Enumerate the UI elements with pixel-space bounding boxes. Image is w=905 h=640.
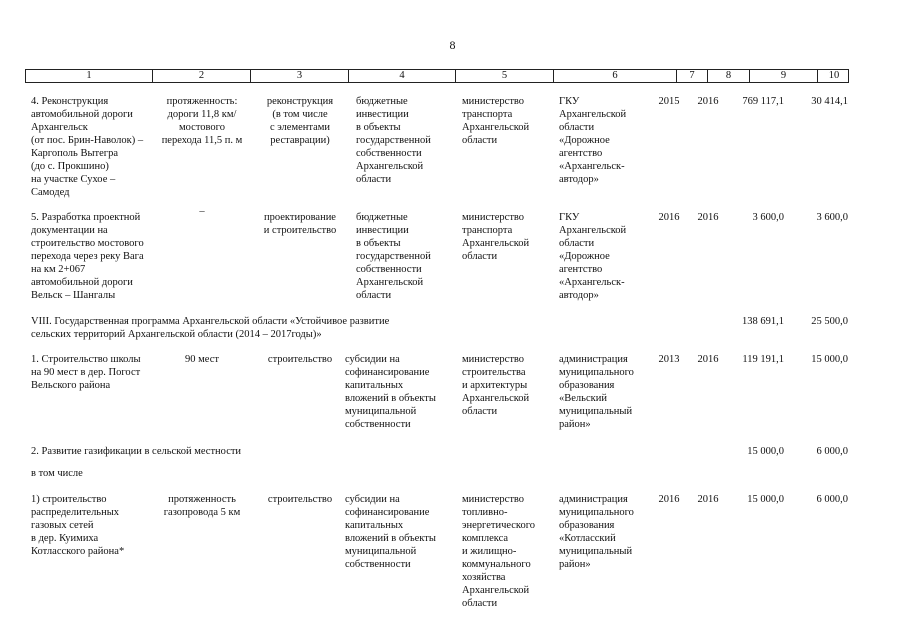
row-work-type: строительство bbox=[267, 494, 333, 505]
row-end-year: 2016 bbox=[697, 354, 719, 365]
page-number: 8 bbox=[449, 38, 456, 52]
row-start-year: 2016 bbox=[658, 212, 680, 223]
row-funding: бюджетные инвестиции в объекты государственной собственности Архангельской области bbox=[356, 96, 431, 185]
row-ministry: министерство транспорта Архангельской области bbox=[462, 212, 530, 262]
row-start-year: 2015 bbox=[658, 96, 680, 107]
group-year-amount: 6 000,0 bbox=[816, 446, 848, 457]
row-year-amount: 15 000,0 bbox=[811, 354, 848, 365]
header-col-6: 6 bbox=[554, 70, 677, 82]
row-name: 1. Строительство школы на 90 мест в дер. Погост Вельского района bbox=[31, 354, 141, 391]
row-funding: бюджетные инвестиции в объекты государственной собственности Архангельской области bbox=[356, 212, 431, 301]
row-total: 119 191,1 bbox=[742, 354, 784, 365]
row-year-amount: 30 414,1 bbox=[811, 96, 848, 107]
section-total: 138 691,1 bbox=[742, 316, 784, 327]
row-customer: ГКУ Архангельской области «Дорожное агентство «Архангельск- автодор» bbox=[559, 212, 627, 301]
row-funding: субсидии на софинансирование капитальных вложений в объекты муниципальной собственности bbox=[345, 494, 436, 570]
group-title: 2. Развитие газификации в сельской местности bbox=[31, 446, 242, 457]
header-col-5: 5 bbox=[456, 70, 554, 82]
row-work-type: проектирование и строительство bbox=[263, 212, 337, 236]
including-label: в том числе bbox=[31, 468, 83, 479]
row-funding: субсидии на софинансирование капитальных вложений в объекты муниципальной собственности bbox=[345, 354, 436, 430]
section-title: VIII. Государственная программа Архангельской области «Устойчивое развитие сельских территорий Архангельской области (2014 – 2017годы)» bbox=[31, 316, 390, 340]
row-year-amount: 6 000,0 bbox=[816, 494, 848, 505]
group-total: 15 000,0 bbox=[747, 446, 784, 457]
row-end-year: 2016 bbox=[697, 96, 719, 107]
row-customer: ГКУ Архангельской области «Дорожное агентство «Архангельск- автодор» bbox=[559, 96, 627, 185]
header-col-8: 8 bbox=[708, 70, 750, 82]
header-col-10: 10 bbox=[828, 70, 840, 81]
row-total: 769 117,1 bbox=[742, 96, 784, 107]
row-total: 15 000,0 bbox=[747, 494, 784, 505]
row-capacity: – bbox=[199, 206, 205, 217]
row-start-year: 2013 bbox=[658, 354, 680, 365]
row-name: 5. Разработка проектной документации на строительство мостового перехода через реку Вага на км 2+067 автомобильной дороги Вельск – Шангалы bbox=[31, 212, 144, 301]
header-col-4: 4 bbox=[349, 70, 456, 82]
row-total: 3 600,0 bbox=[752, 212, 784, 223]
header-col-1: 1 bbox=[26, 70, 153, 82]
row-name: 4. Реконструкция автомобильной дороги Архангельск (от пос. Брин-Наволок) – Каргополь Вытегра (до с. Прокшино) на участке Сухое – Самодед bbox=[31, 96, 144, 198]
table-header bbox=[25, 69, 849, 83]
row-end-year: 2016 bbox=[697, 212, 719, 223]
row-capacity: 90 мест bbox=[185, 354, 219, 365]
row-ministry: министерство транспорта Архангельской области bbox=[462, 96, 530, 146]
row-capacity: протяженность газопровода 5 км bbox=[163, 494, 241, 518]
row-start-year: 2016 bbox=[658, 494, 680, 505]
row-capacity: протяженность: дороги 11,8 км/ мостового перехода 11,5 п. м bbox=[161, 96, 243, 146]
row-year-amount: 3 600,0 bbox=[816, 212, 848, 223]
header-col-3: 3 bbox=[251, 70, 349, 82]
section-year-amount: 25 500,0 bbox=[811, 316, 848, 327]
header-col-7: 7 bbox=[677, 70, 708, 82]
row-customer: администрация муниципального образования «Вельский муниципальный район» bbox=[559, 354, 634, 430]
row-name: 1) строительство распределительных газовых сетей в дер. Куимиха Котласского района* bbox=[31, 494, 125, 557]
row-work-type: строительство bbox=[267, 354, 333, 365]
row-ministry: министерство топливно- энергетического комплекса и жилищно- коммунального хозяйства Архангельской области bbox=[462, 494, 536, 609]
header-col-2: 2 bbox=[153, 70, 251, 82]
row-work-type: реконструкция (в том числе с элементами реставрации) bbox=[266, 96, 334, 146]
header-col-9: 9 bbox=[750, 70, 818, 82]
row-ministry: министерство строительства и архитектуры Архангельской области bbox=[462, 354, 530, 417]
row-end-year: 2016 bbox=[697, 494, 719, 505]
row-customer: администрация муниципального образования «Котласский муниципальный район» bbox=[559, 494, 634, 570]
